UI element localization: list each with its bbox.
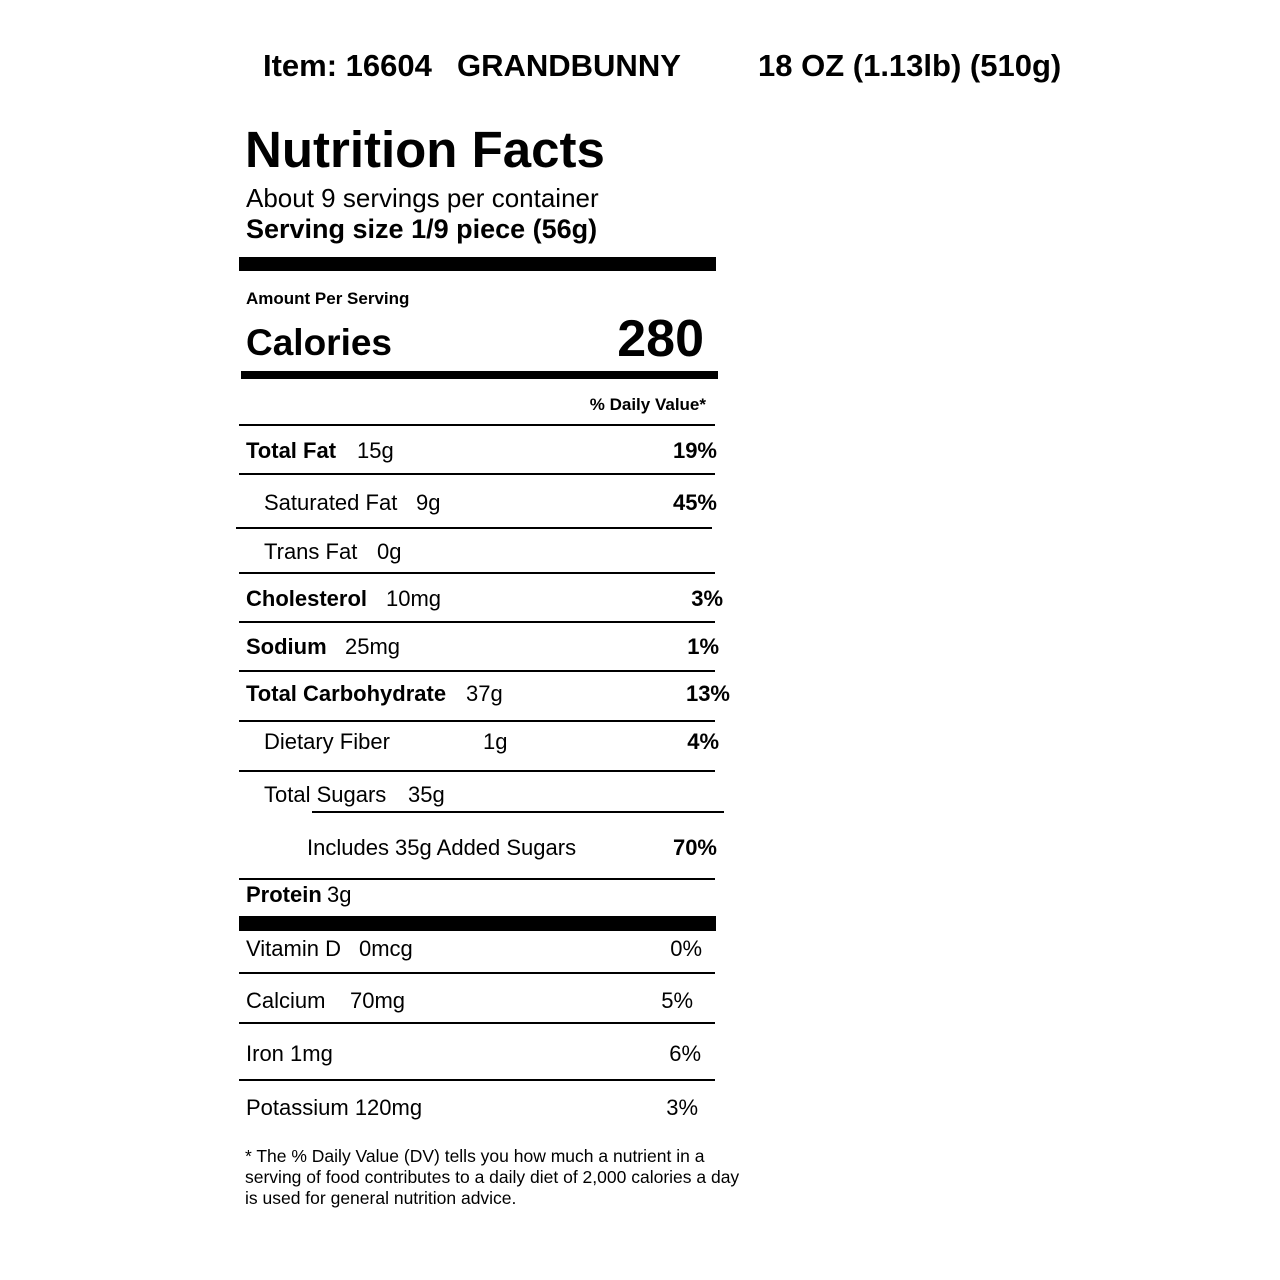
serving-size: Serving size 1/9 piece (56g) bbox=[246, 214, 598, 244]
nutrient-name: Total Fat bbox=[246, 438, 337, 463]
divider bbox=[236, 527, 712, 529]
thick-divider bbox=[239, 916, 716, 931]
calories-label: Calories bbox=[246, 322, 393, 363]
nutrient-amount: 35g bbox=[408, 782, 445, 807]
medium-divider bbox=[241, 371, 718, 379]
nutrient-daily-value: 45% bbox=[672, 490, 717, 515]
nutrient-name: Cholesterol bbox=[246, 586, 368, 611]
divider bbox=[239, 1079, 715, 1081]
item-number: Item: 16604 bbox=[263, 48, 432, 83]
nutrient-daily-value: 6% bbox=[669, 1041, 701, 1066]
nutrient-row-protein bbox=[0, 882, 1280, 912]
nutrient-row-total-carbohydrate bbox=[0, 681, 1280, 711]
nutrient-name: Dietary Fiber bbox=[264, 729, 390, 754]
nutrient-daily-value: 13% bbox=[685, 681, 730, 706]
nutrient-daily-value: 1% bbox=[687, 634, 719, 659]
nutrient-row-trans-fat bbox=[0, 539, 1280, 569]
daily-value-header: % Daily Value* bbox=[589, 395, 706, 414]
item-name: GRANDBUNNY bbox=[457, 48, 681, 83]
divider bbox=[239, 1022, 715, 1024]
nutrient-amount: 3g bbox=[327, 882, 352, 907]
nutrient-daily-value: 3% bbox=[691, 586, 723, 611]
nutrient-name: Calcium bbox=[246, 988, 326, 1013]
nutrient-amount: 15g bbox=[357, 438, 394, 463]
nutrient-row-total-fat bbox=[0, 438, 1280, 468]
divider bbox=[239, 878, 715, 880]
nutrient-row-total-sugars bbox=[0, 782, 1280, 812]
nutrient-amount: 25mg bbox=[345, 634, 401, 659]
servings-per-container: About 9 servings per container bbox=[246, 183, 599, 213]
nutrient-name: Includes 35g Added Sugars bbox=[307, 835, 577, 860]
divider bbox=[239, 720, 715, 722]
nutrient-name: Trans Fat bbox=[264, 539, 358, 564]
calories-value: 280 bbox=[617, 310, 704, 368]
nutrient-name: Potassium 120mg bbox=[246, 1095, 423, 1120]
nutrient-daily-value: 70% bbox=[672, 835, 717, 860]
vitamin-row-calcium bbox=[0, 988, 1280, 1018]
nutrient-row-dietary-fiber bbox=[0, 729, 1280, 759]
vitamin-row-iron bbox=[0, 1041, 1280, 1071]
net-weight: 18 OZ (1.13lb) (510g) bbox=[758, 48, 1062, 83]
nutrient-daily-value: 0% bbox=[670, 936, 702, 961]
nutrient-row-sodium bbox=[0, 634, 1280, 664]
nutrient-daily-value: 5% bbox=[661, 988, 693, 1013]
nutrient-name: Protein bbox=[246, 882, 322, 907]
nutrient-amount: 10mg bbox=[386, 586, 442, 611]
nutrient-name: Vitamin D bbox=[246, 936, 341, 961]
amount-per-serving-label: Amount Per Serving bbox=[246, 289, 410, 308]
nutrient-amount: 70mg bbox=[350, 988, 406, 1013]
nutrient-row-saturated-fat bbox=[0, 490, 1280, 520]
divider bbox=[239, 972, 715, 974]
nutrient-name: Saturated Fat bbox=[264, 490, 398, 515]
nutrient-amount: 37g bbox=[466, 681, 503, 706]
nutrient-daily-value: 19% bbox=[672, 438, 717, 463]
nutrient-name: Total Sugars bbox=[264, 782, 387, 807]
nutrient-amount: 9g bbox=[416, 490, 441, 515]
nutrition-facts-title: Nutrition Facts bbox=[245, 121, 605, 178]
nutrient-daily-value: 4% bbox=[687, 729, 719, 754]
nutrient-name: Iron 1mg bbox=[246, 1041, 333, 1066]
divider bbox=[239, 572, 715, 574]
divider bbox=[239, 621, 715, 623]
divider bbox=[239, 670, 715, 672]
daily-value-footnote: * The % Daily Value (DV) tells you how much a nutrient in a serving of food contributes to a daily diet of 2,000 calories a day is used for general nutrition advice. bbox=[245, 1146, 740, 1208]
divider bbox=[239, 424, 715, 426]
vitamin-row-vitamin-d bbox=[0, 936, 1280, 966]
nutrient-row-added-sugars bbox=[0, 835, 1280, 865]
nutrient-amount: 1g bbox=[483, 729, 508, 754]
vitamin-row-potassium bbox=[0, 1095, 1280, 1125]
thick-divider bbox=[239, 257, 716, 271]
divider bbox=[239, 770, 715, 772]
nutrient-daily-value: 3% bbox=[666, 1095, 698, 1120]
nutrient-name: Total Carbohydrate bbox=[246, 681, 447, 706]
nutrient-amount: 0g bbox=[377, 539, 402, 564]
divider bbox=[239, 473, 715, 475]
nutrient-name: Sodium bbox=[246, 634, 327, 659]
nutrient-amount: 0mcg bbox=[359, 936, 413, 961]
nutrient-row-cholesterol bbox=[0, 586, 1280, 616]
